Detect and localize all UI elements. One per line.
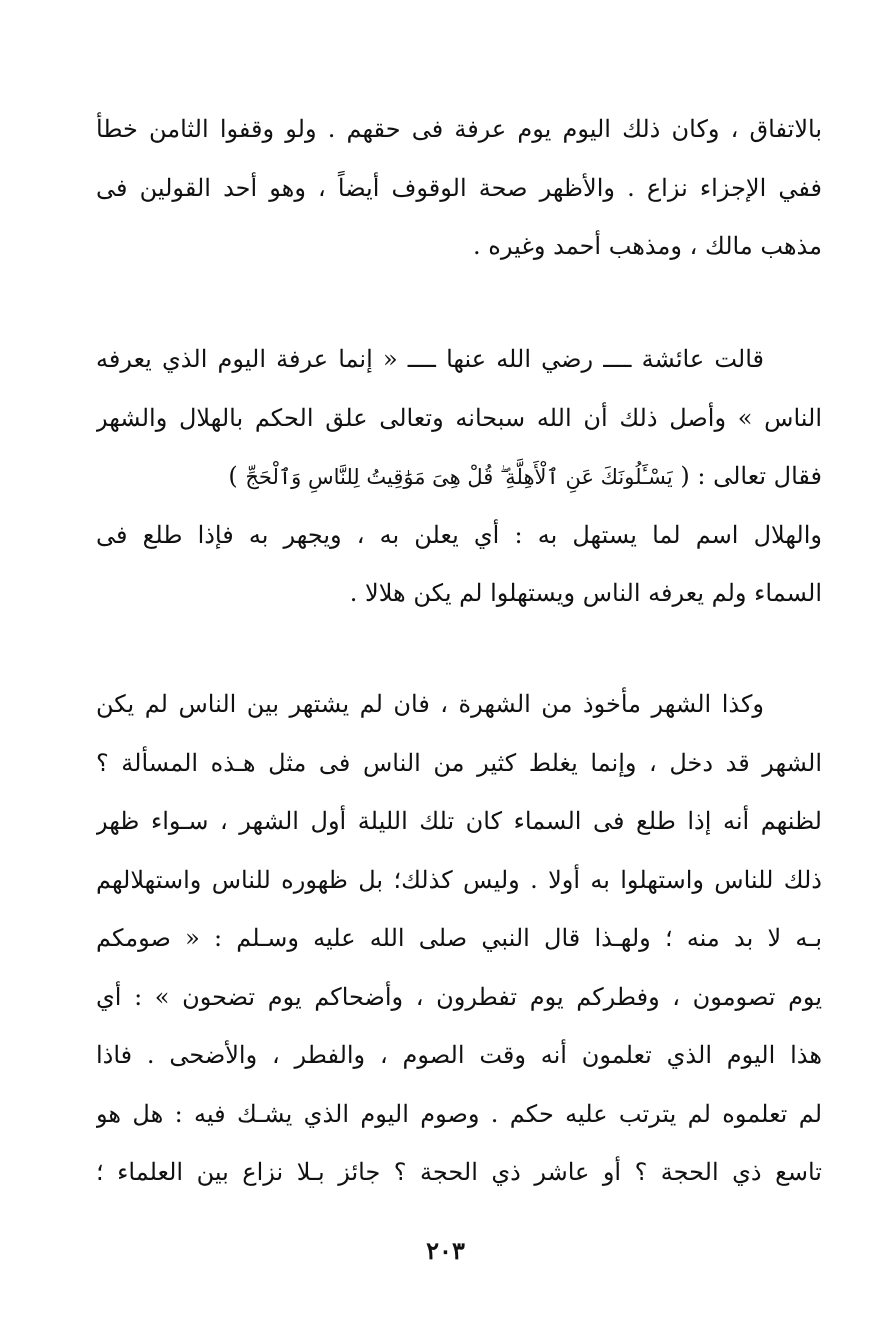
text-line: مذهب مالك ، ومذهب أحمد وغيره . [473,232,822,260]
text-line: بالاتفاق ، وكان ذلك اليوم يوم عرفة فى حقهم . ولو وقفوا الثامن خطأ [96,115,822,143]
paragraph-2 [96,330,822,623]
text-line: يوم تصومون ، وفطركم يوم تفطرون ، وأضحاكم يوم تضحون » : أي [96,982,822,1011]
text-line: لظنهم أنه إذا طلع فى السماء كان تلك الليلة أول الشهر ، سـواء ظهر [96,807,822,835]
text-line: قالت عائشة ــــ رضي الله عنها ــــ « إنما عرفة اليوم الذي يعرفه [96,345,764,373]
page-number: ٢٠٣ [426,1236,465,1265]
verse-intro: فقال تعالى : ( [680,462,822,490]
verse-close: ) [228,462,238,490]
text-line: بـه لا بد منه ؛ ولهـذا قال النبي صلى الله عليه وسـلم : « صومكم [96,924,822,952]
text-line: ذلك للناس واستهلوا به أولا . وليس كذلك؛ بل ظهوره للناس واستهلالهم [96,865,822,894]
text-line: تاسع ذي الحجة ؟ أو عاشر ذي الحجة ؟ جائز بـلا نزاع بين العلماء ؛ [96,1158,822,1186]
text-line: الشهر قد دخل ، وإنما يغلط كثير من الناس فى مثل هـذه المسألة ؟ [96,748,822,777]
text-line: السماء ولم يعرفه الناس ويستهلوا لم يكن هلالا . [349,579,822,607]
paragraph-3 [96,675,822,1202]
text-line: هذا اليوم الذي تعلمون أنه وقت الصوم ، والفطر ، والأضحى . فاذا [96,1041,822,1069]
text-line: ففي الإجزاء نزاع . والأظهر صحة الوقوف أيضاً ، وهو أحد القولين فى [96,173,822,202]
text-line: وكذا الشهر مأخوذ من الشهرة ، فان لم يشتهر بين الناس لم يكن [96,690,764,718]
text-line: الناس » وأصل ذلك أن الله سبحانه وتعالى علق الحكم بالهلال والشهر [96,403,822,432]
text-line: لم تعلموه لم يترتب عليه حكم . وصوم اليوم الذي يشـك فيه : هل هو [96,1099,822,1128]
quran-verse: يَسْـَٔلُونَكَ عَنِ ٱلْأَهِلَّةِ ۖ قُلْ هِىَ مَوَٰقِيتُ لِلنَّاسِ وَٱلْحَجِّ [245,465,673,489]
text-line: والهلال اسم لما يستهل به : أي يعلن به ، ويجهر به فإذا طلع فى [96,520,822,549]
verse-line [96,447,822,506]
paragraph-1 [96,100,822,276]
